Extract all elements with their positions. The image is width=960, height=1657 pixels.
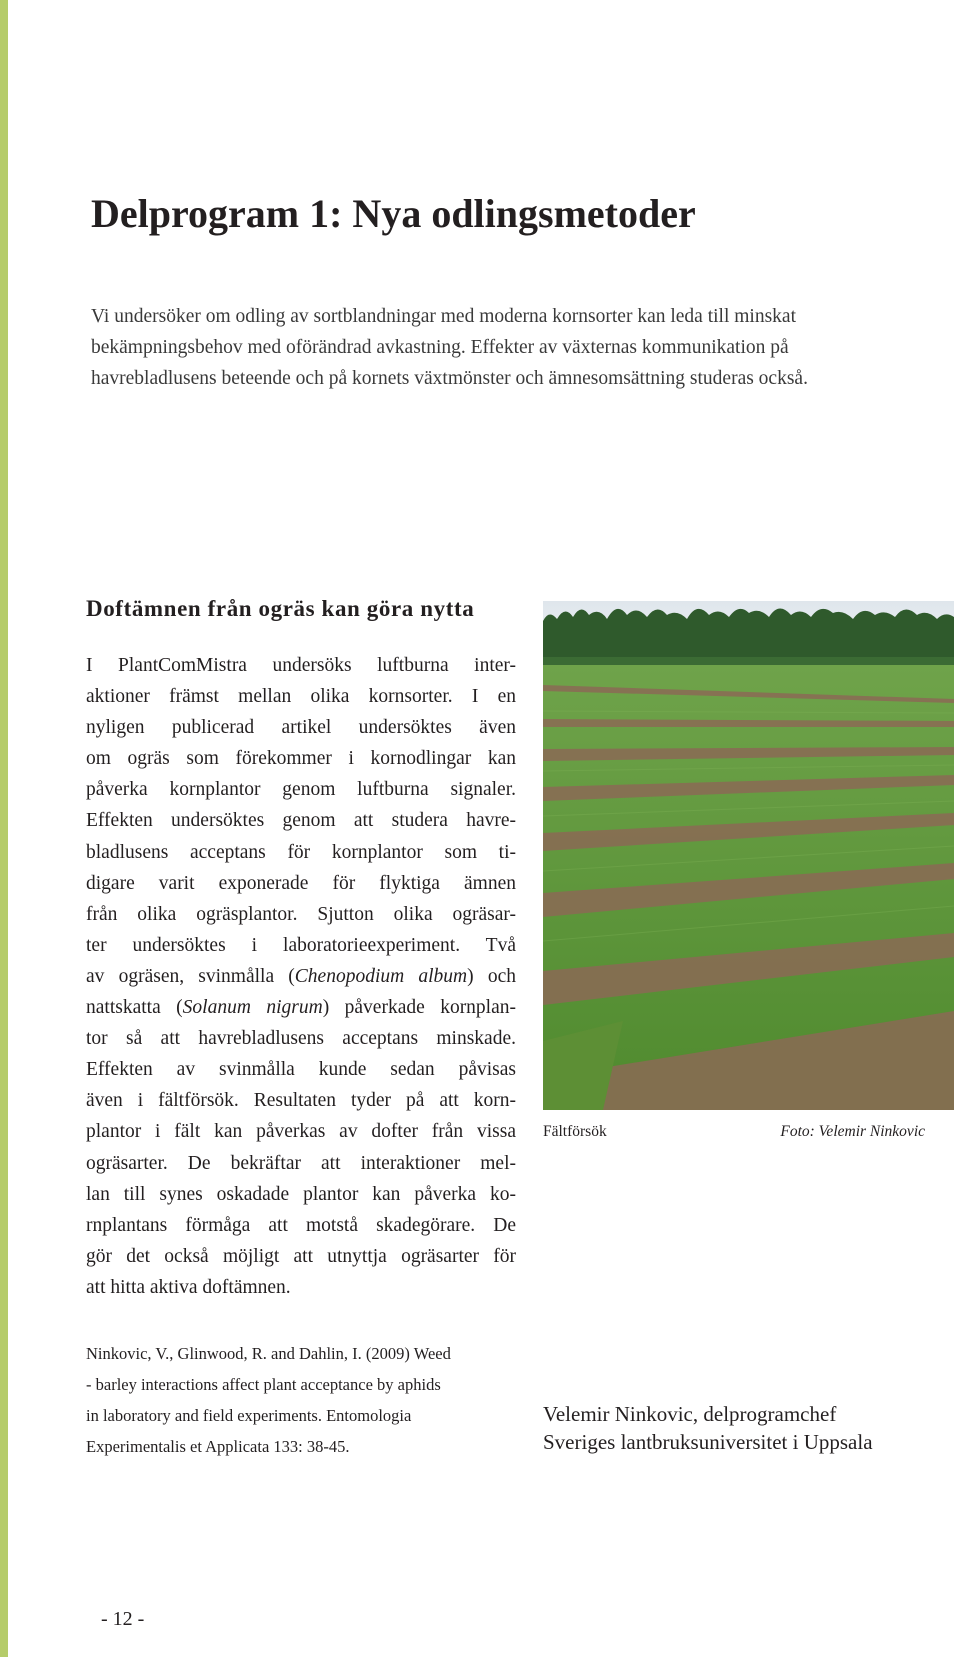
body-line: plantor i fält kan påverkas av dofter från vissa [86, 1121, 516, 1143]
body-line-species-2 [86, 992, 516, 1023]
body-line: bladlusens acceptans för kornplantor som ti- [86, 841, 516, 863]
body-text-fragment: ) påverkade kornplan- [322, 997, 517, 1019]
field-trial-photo [543, 601, 954, 1110]
intro-line: havrebladlusens beteende och på kornets växtmönster och ämnesomsättning studeras också. [91, 368, 808, 389]
intro-paragraph [91, 301, 921, 394]
body-text-fragment: av ogräsen, svinmålla ( [86, 965, 295, 987]
species-name: Chenopodium album [294, 965, 468, 987]
body-line: Effekten undersöktes genom att studera havre- [86, 810, 516, 832]
reference-line: in laboratory and field experiments. Entomologia [86, 1406, 412, 1425]
field-illustration [543, 601, 954, 1110]
body-line: lan till synes oskadade plantor kan påverka ko- [86, 1183, 516, 1205]
left-accent-stripe [0, 0, 8, 1657]
body-line: ogräsarter. De bekräftar att interaktioner mel- [86, 1152, 516, 1174]
body-text-fragment: nattskatta ( [86, 997, 183, 1019]
reference-line: Ninkovic, V., Glinwood, R. and Dahlin, I. (2009) Weed [86, 1344, 451, 1363]
photo-caption: Fältförsök [543, 1123, 607, 1140]
body-line: aktioner främst mellan olika kornsorter. I en [86, 686, 516, 708]
author-affiliation: Sveriges lantbruksuniversitet i Uppsala [543, 1430, 873, 1454]
body-line: att hitta aktiva doftämnen. [86, 1276, 291, 1298]
body-line: digare varit exponerade för flyktiga ämnen [86, 872, 516, 894]
intro-line: bekämpningsbehov med oförändrad avkastning. Effekter av växternas kommunikation på [91, 337, 789, 358]
body-line: från olika ogräsplantor. Sjutton olika ogräsar- [86, 903, 516, 925]
page-number: - 12 - [101, 1608, 145, 1630]
page-title: Delprogram 1: Nya odlingsmetoder [91, 191, 696, 236]
intro-line: Vi undersöker om odling av sortblandningar med moderna kornsorter kan leda till minskat [91, 306, 796, 327]
author-signature [543, 1400, 873, 1456]
body-line: gör det också möjligt att utnyttja ogräsarter för [86, 1245, 516, 1267]
reference-citation [86, 1338, 506, 1462]
reference-line: - barley interactions affect plant acceptance by aphids [86, 1375, 441, 1394]
photo-credit: Foto: Velemir Ninkovic [780, 1123, 925, 1140]
body-line: rnplantans förmåga att motstå skadegörare. De [86, 1214, 516, 1236]
body-line: tor så att havrebladlusens acceptans minskade. [86, 1028, 516, 1050]
article-body [86, 650, 516, 1303]
species-name: Solanum nigrum [182, 997, 323, 1019]
author-name: Velemir Ninkovic, delprogramchef [543, 1402, 837, 1426]
section-heading: Doftämnen från ogräs kan göra nytta [86, 596, 475, 621]
body-line: nyligen publicerad artikel undersöktes även [86, 717, 516, 739]
body-line: om ogräs som förekommer i kornodlingar kan [86, 748, 516, 770]
body-line: Effekten av svinmålla kunde sedan påvisas [86, 1059, 516, 1081]
body-line: påverka kornplantor genom luftburna signaler. [86, 779, 516, 801]
body-text-fragment: ) och [467, 965, 516, 987]
body-line-species-1 [86, 961, 516, 992]
body-line: I PlantComMistra undersöks luftburna inter- [86, 655, 516, 676]
body-line: även i fältförsök. Resultaten tyder på att korn- [86, 1090, 516, 1112]
reference-line: Experimentalis et Applicata 133: 38-45. [86, 1437, 350, 1456]
body-line: ter undersöktes i laboratorieexperiment. Två [86, 934, 516, 956]
